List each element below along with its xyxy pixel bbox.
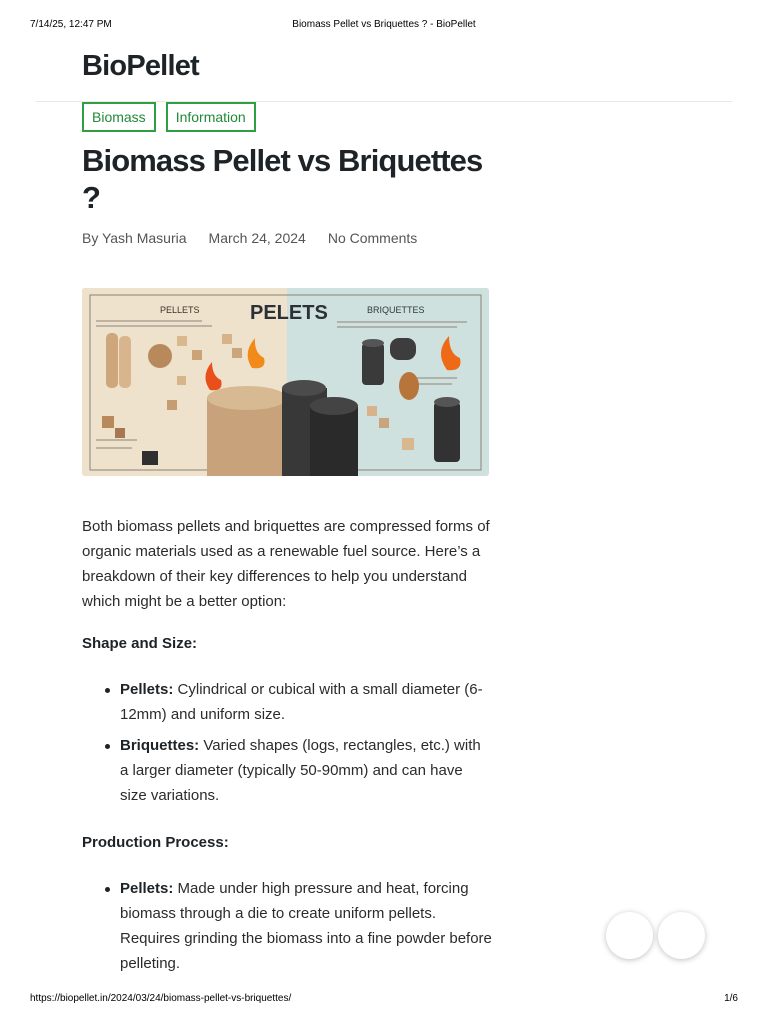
featured-image xyxy=(82,288,489,476)
print-doc-title: Biomass Pellet vs Briquettes ? - BioPellet xyxy=(292,19,476,30)
image-heading-pellets: PELLETS xyxy=(160,305,200,315)
post-meta xyxy=(82,230,439,246)
list-item-text: Varied shapes (logs, rectangles, etc.) with a larger diameter (typically 50-90mm) and can have size variations. xyxy=(120,737,481,804)
post-date[interactable]: March 24, 2024 xyxy=(208,230,306,246)
list-item xyxy=(102,677,492,727)
floating-action-button[interactable] xyxy=(606,912,653,959)
print-footer xyxy=(0,993,768,1007)
post-title: Biomass Pellet vs Briquettes ? xyxy=(82,143,483,215)
floating-action-button[interactable] xyxy=(658,912,705,959)
post-comments-link[interactable]: No Comments xyxy=(327,230,418,246)
tag-biomass[interactable]: Biomass xyxy=(82,102,156,132)
list-item xyxy=(102,733,492,808)
intro-paragraph: Both biomass pellets and briquettes are compressed forms of organic materials used as a renewable fuel source. Here’s a breakdown of their key differences to help you understand which might be a better option: xyxy=(82,518,490,610)
image-heading-center: PELETS xyxy=(250,302,328,324)
list-item xyxy=(102,876,492,976)
list-item-text: Made under high pressure and heat, forcing biomass through a die to create uniform pellets. Requires grinding the biomass into a fine powder before pelleting. xyxy=(120,880,492,972)
list-item-label: Briquettes: xyxy=(120,737,200,754)
section-heading-production-process: Production Process: xyxy=(82,834,229,851)
print-url: https://biopellet.in/2024/03/24/biomass-pellet-vs-briquettes/ xyxy=(30,993,292,1004)
list-item-text: Cylindrical or cubical with a small diameter (6-12mm) and uniform size. xyxy=(120,681,483,723)
post-author[interactable]: By Yash Masuria xyxy=(82,230,187,246)
site-logo[interactable]: BioPellet xyxy=(82,50,199,82)
print-header xyxy=(0,19,768,33)
post-content xyxy=(82,514,492,1000)
shape-size-list xyxy=(102,677,492,808)
section-heading-shape-size: Shape and Size: xyxy=(82,635,198,652)
tag-information[interactable]: Information xyxy=(166,102,256,132)
print-datetime: 7/14/25, 12:47 PM xyxy=(30,19,112,30)
production-list xyxy=(102,876,492,976)
list-item-label: Pellets: xyxy=(120,880,174,897)
list-item-label: Pellets: xyxy=(120,681,174,698)
print-page-number: 1/6 xyxy=(724,993,738,1004)
image-heading-briquettes: BRIQUETTES xyxy=(367,305,425,315)
post-tags xyxy=(82,102,256,132)
